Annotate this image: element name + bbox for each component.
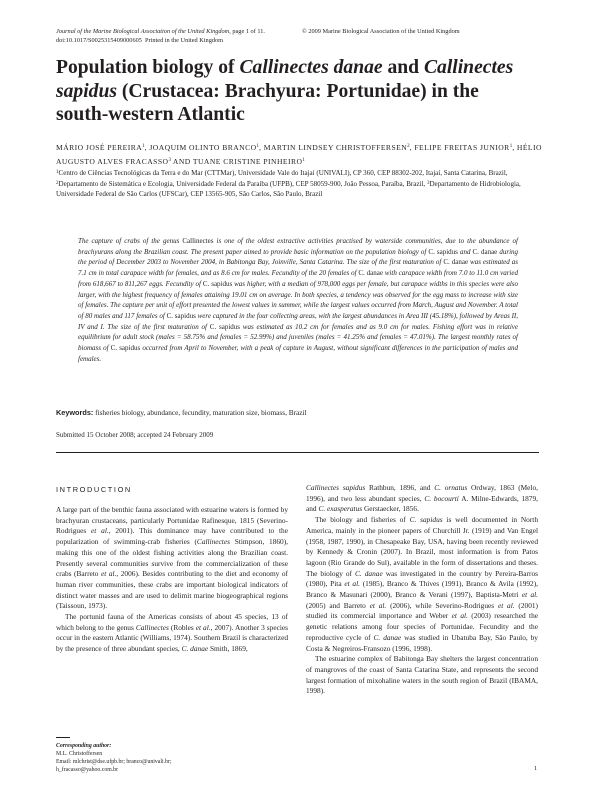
text-run: is well documented in North America, mainly in the pioneer papers of Churchill Jr. (1919) and Van Engel (1958, 1987, 1990), in Chesapeake Bay, USA, having been recently reviewed by Kennedy & Cronin (2007). In Brazil, most information is from Patos lagoon (Rio Grande do Sul), available in the form of dissertations and theses. The biology of: [306, 515, 539, 578]
author: [264, 143, 410, 152]
species-name: Callinectes: [196, 537, 230, 547]
doi-line: [56, 36, 265, 45]
affiliation-mark: 3: [426, 180, 430, 186]
text-run: , 2007). Another 3 species occur in the eastern Atlantic (Williams, 1974). Southern Brazil is characterized by the presence of three abundant species,: [56, 622, 288, 654]
author-name: JOAQUIM OLINTO BRANCO: [149, 143, 257, 152]
submission-dates: Submitted 15 October 2008; accepted 24 February 2009: [56, 431, 214, 439]
text-run: Smith, 1869,: [208, 644, 248, 654]
paragraph: [56, 505, 288, 612]
species-name: C. danae: [443, 258, 469, 267]
text-run: was estimated as 7.1 cm in total carapace width for females, and as 8.6 cm for males. Fecundity of the 20 females of: [78, 258, 518, 278]
text-run: were captured in the four collecting areas, with the largest abundances in Area III (45.18%), followed by Areas II, IV and I. The size of the first maturation of: [78, 311, 518, 331]
species-name: et al.: [497, 600, 515, 610]
text-run: The biology and fisheries of: [315, 515, 410, 525]
author-name: MARTIN LINDSEY CHRISTOFFERSEN: [263, 143, 408, 152]
author-affiliation-mark: 2: [407, 144, 410, 149]
species-name: C. bocourti: [424, 493, 459, 503]
species-name: C. exasperatus: [318, 504, 363, 514]
affiliation-text: Departamento de Sistemática e Ecologia, Universidade Federal da Paraíba (UFPB), CEP 58059-900, João Pessoa, Paraíba, Brazil,: [58, 179, 427, 188]
text-run: (2005) and Barreto: [306, 600, 370, 610]
left-column: [56, 505, 288, 655]
species-name: C. sapidus: [209, 322, 241, 331]
doi: doi:10.1017/S0025315409000605: [56, 37, 142, 44]
text-run: occurred from April to November, with a peak of capture in August, without significant differences in the participation of males and females.: [78, 344, 518, 363]
author-affiliation-mark: 3: [168, 158, 171, 163]
text-run: A. Milne-Edwards, 1879, and: [306, 493, 538, 514]
text-run: was higher, with a median of 978,000 eggs per female, but carapace widths in this species were also larger, with the highest frequency of females attaining 19.01 cm on average. In both species, a tendency was observed for the egg mass to increase with size of females. The capture per unit of effort presented the lowest values in summer, while the largest values occurred from March, August and November. A total of 80 males and 117 females of: [78, 279, 518, 320]
text-run: with carapace width from 7.0 to 11.0 cm varied from 618,667 to 811,267 eggs. Fecundity of: [78, 269, 518, 288]
affiliations: [56, 168, 542, 200]
printed-note: Printed in the United Kingdom: [145, 37, 224, 44]
text-run: The estuarine complex of Babitonga Bay shelters the largest concentration of mangroves of the coast of Santa Catarina State, and represents the second largest formation of mixohaline waters in the south region of Brazil (IBAMA, 1998).: [306, 654, 538, 696]
species-name: C. ornatus: [434, 483, 468, 492]
article-title: [56, 56, 536, 127]
species-name: et al.: [451, 611, 468, 621]
text-run: The portunid fauna of the Americas consists of about 45 species, 13 of which belong to the genus: [56, 612, 288, 632]
species-name: Callinectes: [182, 237, 214, 245]
correspondence-emails: [56, 758, 172, 766]
text-run: Rathbun, 1896, and: [365, 483, 435, 492]
text-run: was studied in Ubatuba Bay, São Paulo, by Costa & Negreiros-Fransozo (1996, 1998).: [306, 632, 538, 653]
text-run: , 2006). Besides contributing to the diet and economy of human river communities, these crabs are important biological indicators of distinct water masses and are used to delimit marine biogeographical regions (Taissoun, 1973).: [56, 569, 288, 611]
species-name: C. danae: [373, 632, 402, 642]
text-run: Stimpson, 1860), making this one of the oldest fishing activities along the Brazilian coast. Presently several communities survive from the commercialization of these crabs (Barreto: [56, 537, 289, 579]
text-run: during the period of December 2003 to November 2004, in Babitonga Bay, Joinville, Santa Catarina. The size of the first maturation of: [78, 247, 519, 267]
author-name: MÁRIO JOSÉ PEREIRA: [56, 143, 143, 152]
author-affiliation-mark: 1: [256, 144, 260, 149]
species-name: et al.: [344, 579, 360, 589]
email-label: Email:: [56, 759, 72, 765]
title-part: (Crustacea: Brachyura: Portunidae) in the south-western Atlantic: [56, 80, 479, 125]
text-run: (Robles: [168, 622, 196, 632]
abstract: [78, 236, 518, 364]
author: [414, 143, 512, 152]
author: [149, 143, 259, 152]
journal-name: Journal of the Marine Biological Association of the United Kingdom: [56, 28, 230, 35]
title-species: Callinectes sapidus: [56, 57, 514, 102]
text-run: was estimated as 10.2 cm for females and as 9.0 cm for males. Fishing effort was in relative equilibrium for adult stock (males = 58.75% and females = 52.99%) and juveniles (males = 41.25% and females = 47.01%). The largest monthly rates of biomass of: [78, 322, 519, 353]
species-name: et al.: [369, 600, 387, 610]
text-run: (2001) studied its commercial importance and Weber: [306, 600, 538, 621]
running-header: [56, 27, 265, 45]
author-affiliation-mark: 1: [509, 144, 513, 149]
text-run: (1985), Branco & Thives (1991), Branco & Avila (1992), Branco & Masunari (2000), Branco & Verani (1997), Baptista-Metri: [306, 579, 539, 600]
species-name: C. danae: [181, 644, 209, 654]
text-run: and: [457, 247, 473, 256]
author: [193, 157, 305, 166]
copyright: [302, 27, 460, 36]
section-divider: [56, 452, 539, 453]
text-run: is one of the oldest extractive activities practised by waterside communities, due to the abundance of brachyurans along the Brazilian coast. The present paper aimed to provide basic information on the population biology of: [78, 237, 519, 256]
species-name: C. sapidus: [428, 247, 458, 256]
page-number: 1: [534, 765, 538, 772]
page-info: , page 1 of 11.: [229, 28, 266, 35]
author: [56, 143, 145, 152]
title-species: Callinectes danae: [239, 57, 383, 78]
species-name: et al.: [195, 622, 211, 632]
affiliation-mark: 1: [56, 170, 59, 175]
introduction-heading: INTRODUCTION: [56, 485, 132, 494]
paragraph: [306, 515, 538, 654]
paragraph: [56, 612, 288, 655]
species-name: Callinectes: [135, 622, 169, 632]
correspondence-name: M.L. Christoffersen: [56, 751, 103, 757]
keywords-label: Keywords:: [56, 408, 94, 417]
correspondence-email2: h_fracasso@yahoo.com.br: [56, 767, 118, 773]
species-name: Callinectes sapidus: [306, 483, 366, 492]
author-name: HÉLIO AUGUSTO ALVES FRACASSO: [56, 143, 542, 166]
text-run: The capture of crabs of the genus: [78, 237, 183, 245]
text-run: Gerstaecker, 1856.: [362, 504, 419, 514]
footnote-rule: [56, 737, 70, 738]
text-run: A large part of the benthic fauna associated with estuarine waters is formed by brachyuran crustaceans, particularly Portunidae Rafinesque, 1815 (Severino-Rodrigues: [56, 505, 288, 536]
title-part: Population biology of: [56, 57, 240, 78]
email-list: mlchrist@dse.ufpb.br; branco@univali.br;: [71, 759, 172, 765]
affiliation-mark: 2: [56, 180, 59, 186]
species-name: C. sapidus: [409, 515, 443, 525]
species-name: et al.: [521, 590, 538, 600]
title-part: and: [382, 57, 424, 78]
author-name: FELIPE FREITAS JUNIOR: [414, 143, 510, 152]
species-name: et al.: [91, 526, 109, 536]
keywords: [56, 408, 542, 417]
paragraph: [306, 483, 538, 515]
species-name: C. sapidus: [166, 311, 196, 320]
species-name: C. sapidus: [110, 344, 141, 353]
author-name: TUANE CRISTINE PINHEIRO: [192, 157, 303, 166]
text-run: (2003) researched the genetic relations among four species of Portunidae. Fecundity and the reproductive cycle of: [306, 611, 539, 642]
affiliation-text: Departamento de Hidrobiologia, Universidade Federal de São Carlos (UFSCar), CEP 13565-905, São Carlos, São Paulo, Brazil: [56, 179, 521, 199]
text-run: (2006), while Severino-Rodrigues: [386, 600, 498, 610]
author-affiliation-mark: 1: [142, 144, 145, 149]
species-name: et al.: [101, 569, 117, 579]
species-name: C. danae: [358, 269, 383, 278]
text-run: was investigated in the country by Pereira-Barros (1980), Pita: [306, 568, 538, 589]
text-run: , 2001). This dominance may have contributed to the popularization of swimming-crab fisheries (: [56, 526, 288, 547]
species-name: C. sapidus: [202, 279, 233, 288]
correspondence-label: Corresponding author:: [56, 743, 112, 749]
author-affiliation-mark: 1: [302, 158, 305, 163]
right-column: [306, 483, 538, 697]
copyright-text: © 2009 Marine Biological Association of the United Kingdom: [302, 28, 460, 35]
species-name: C. danae: [355, 568, 383, 578]
paragraph: [306, 654, 538, 697]
species-name: C. danae: [472, 247, 498, 256]
author-list: MÁRIO JOSÉ PEREIRA$^1$, JOAQUIM OLINTO BRANCO$^1$, MARTIN LINDSEY CHRISTOFFERSEN$^2$, FELIPE FREITAS JUNIOR$^1$, HÉLIO AUGUSTO ALVES FRACASSO$^3$ AND TUANE CRISTINE PINHEIRO$^1$: [56, 143, 542, 166]
keywords-text: fisheries biology, abundance, fecundity, maturation size, biomass, Brazil: [93, 408, 307, 417]
text-run: Ordway, 1863 (Melo, 1996), and two less abundant species,: [306, 483, 538, 503]
correspondence-footnote: [56, 742, 172, 774]
journal-line: [56, 27, 265, 36]
affiliation-text: Centro de Ciências Tecnológicas da Terra e do Mar (CTTMar), Universidade Vale do Itajaí (UNIVALI), CP 360, CEP 88302-202, Itajaí, Santa Catarina, Brazil,: [58, 169, 508, 177]
